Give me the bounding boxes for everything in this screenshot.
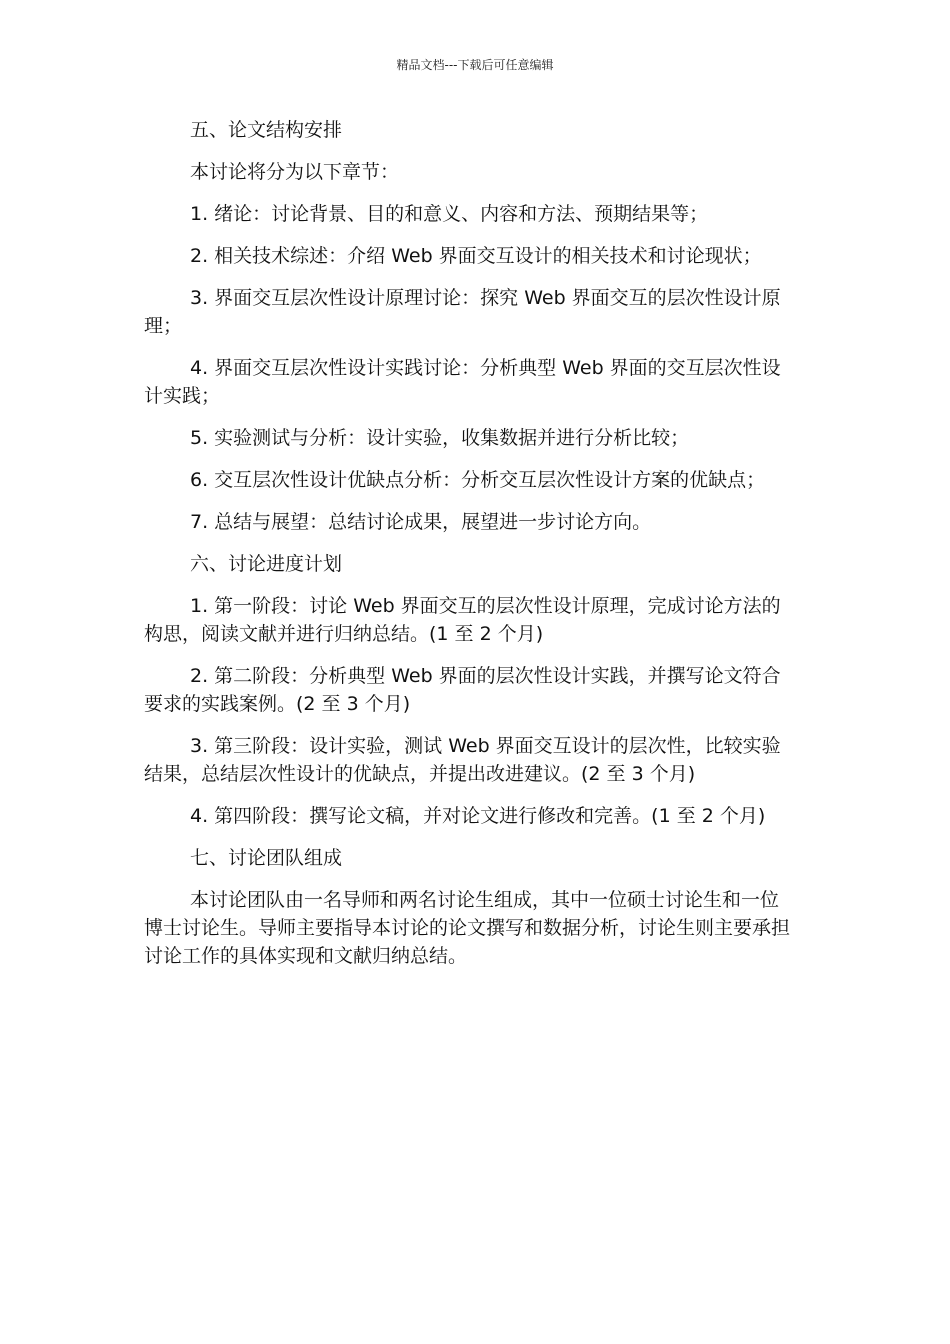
team-description: 本讨论团队由一名导师和两名讨论生组成，其中一位硕士讨论生和一位博士讨论生。导师主要指导本讨论的论文撰写和数据分析，讨论生则主要承担讨论工作的具体实现和文献归纳总结。 xyxy=(144,889,791,967)
chapter-item: 2. 相关技术综述：介绍 Web 界面交互设计的相关技术和讨论现状； xyxy=(190,245,762,267)
schedule-item: 3. 第三阶段：设计实验，测试 Web 界面交互设计的层次性，比较实验结果，总结层次性设计的优缺点，并提出改进建议。(2 至 3 个月) xyxy=(144,735,781,785)
page-header: 精品文档---下载后可任意编辑 xyxy=(396,58,554,72)
schedule-item: 4. 第四阶段：撰写论文稿，并对论文进行修改和完善。(1 至 2 个月) xyxy=(190,805,766,827)
section-heading-team: 七、讨论团队组成 xyxy=(190,847,343,869)
chapter-item: 3. 界面交互层次性设计原理讨论：探究 Web 界面交互的层次性设计原理； xyxy=(144,287,781,337)
section-heading-structure: 五、论文结构安排 xyxy=(190,119,343,141)
chapter-item: 4. 界面交互层次性设计实践讨论：分析典型 Web 界面的交互层次性设计实践； xyxy=(144,357,781,407)
chapter-intro: 本讨论将分为以下章节： xyxy=(190,161,400,183)
schedule-item: 2. 第二阶段：分析典型 Web 界面的层次性设计实践，并撰写论文符合要求的实践案例。(2 至 3 个月) xyxy=(144,665,781,715)
chapter-item: 6. 交互层次性设计优缺点分析：分析交互层次性设计方案的优缺点； xyxy=(190,469,766,491)
chapter-item: 1. 绪论：讨论背景、目的和意义、内容和方法、预期结果等； xyxy=(190,203,709,225)
document-body xyxy=(144,116,804,984)
chapter-item: 7. 总结与展望：总结讨论成果，展望进一步讨论方向。 xyxy=(190,511,652,533)
schedule-item: 1. 第一阶段：讨论 Web 界面交互的层次性设计原理，完成讨论方法的构思，阅读文献并进行归纳总结。(1 至 2 个月) xyxy=(144,595,781,645)
section-heading-schedule: 六、讨论进度计划 xyxy=(190,553,343,575)
chapter-item: 5. 实验测试与分析：设计实验，收集数据并进行分析比较； xyxy=(190,427,690,449)
